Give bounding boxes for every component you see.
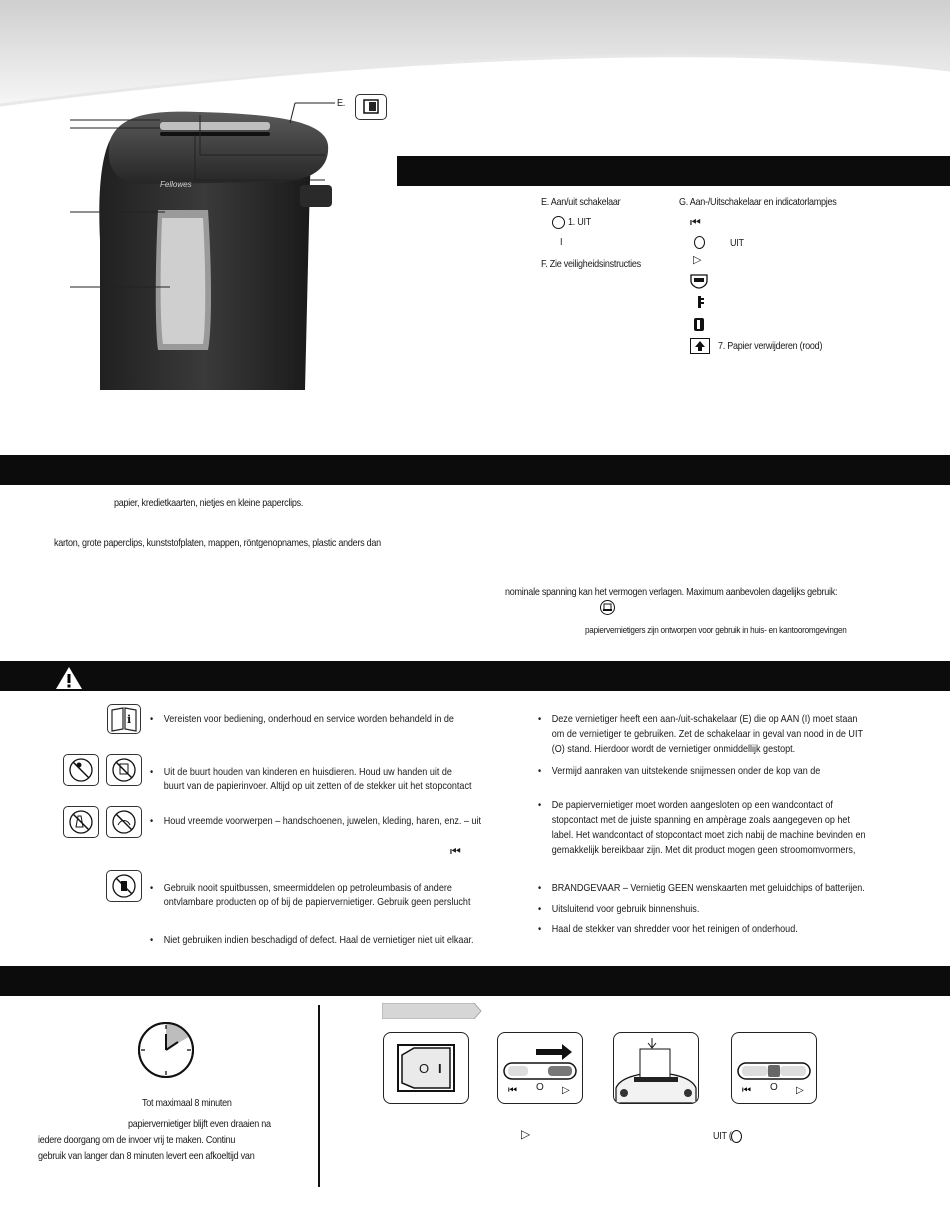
duty-line-1: papiervernietiger blijft even draaien na — [128, 1118, 271, 1130]
duty-title: Tot maximaal 8 minuten — [142, 1097, 232, 1109]
legend-f-title: F. Zie veiligheidsinstructies — [541, 258, 641, 270]
svg-text:▷: ▷ — [796, 1085, 804, 1096]
auto-play-icon: ▷ — [521, 1127, 531, 1141]
safety-right-8: gemakkelijk bereikbaar zijn. Met dit product mogen geen stroomomvormers, — [551, 844, 856, 856]
legend-g-title: G. Aan-/Uitschakelaar en indicatorlampjes — [679, 196, 837, 208]
legend-g-uit: UIT — [730, 237, 744, 249]
no-hands-icon — [106, 754, 142, 786]
safety-title-bar — [0, 661, 950, 691]
legend-e-1: 1. UIT — [568, 216, 592, 228]
safety-left-1: • Vereisten voor bediening, onderhoud en service worden behandeld in de — [150, 713, 454, 725]
svg-text:⏮︎: ⏮︎ — [508, 1085, 517, 1096]
callout-e-label: E. — [337, 97, 346, 109]
safety-right-11: • Haal de stekker van shredder voor het reinigen of onderhoud. — [538, 923, 798, 935]
legend-g-7: 7. Papier verwijderen (rood) — [718, 340, 823, 352]
svg-text:▷: ▷ — [562, 1085, 570, 1096]
paper-clear-icon — [690, 338, 710, 354]
safety-left-3: buurt van de papierinvoer. Altijd op uit zetten of de stekker uit het stopcontact — [163, 780, 472, 792]
safety-left-7: • Niet gebruiken indien beschadigd of defect. Haal de vernietiger niet uit elkaar. — [150, 934, 474, 946]
safety-right-6: stopcontact met de juiste spanning en ampèrage zoals aangegeven op het — [551, 814, 850, 826]
safety-right-10: • Uitsluitend voor gebruik binnenshuis. — [538, 903, 700, 915]
safety-lock-icon — [695, 295, 705, 309]
svg-text:i: i — [127, 713, 132, 726]
step-arrow-tab — [382, 1003, 482, 1024]
step-off-circle-icon — [731, 1130, 742, 1143]
capabilities-title-bar — [0, 455, 950, 485]
safety-right-3: (O) stand. Hierdoor wordt de vernietiger onmiddellijk gestopt. — [551, 743, 796, 755]
clock-icon — [136, 1020, 196, 1085]
safety-right-7: label. Het wandcontact of stopcontact moet zich nabij de machine bevinden en — [551, 829, 866, 841]
slider-o-label: O — [536, 1082, 544, 1093]
capabilities-line-2: karton, grote paperclips, kunststofplaten, mappen, röntgenopnames, plastic anders dan — [54, 537, 381, 549]
switch-on-symbol: I — [438, 1061, 442, 1076]
duty-line-2: iedere doorgang om de invoer vrij te maken. Continu — [38, 1134, 236, 1146]
overheat-icon — [690, 273, 708, 287]
capabilities-line-1: papier, kredietkaarten, nietjes en kleine paperclips. — [114, 497, 304, 509]
legend-e-2: I — [560, 236, 563, 248]
step-slider-auto — [497, 1032, 583, 1104]
safety-right-4: • Vermijd aanraken van uitstekende snijmessen onder de kop van de — [538, 765, 821, 777]
bin-full-icon — [693, 316, 705, 332]
power-switch-icon — [355, 94, 387, 120]
safety-left-6: ontvlambare producten op of bij de papiervernietiger. Gebruik geen perslucht — [163, 896, 471, 908]
play-auto-icon: ▷ — [693, 253, 702, 266]
safety-right-5: • De papiervernietiger moet worden aangesloten op een wandcontact of — [538, 799, 833, 811]
step-slider-off — [731, 1032, 817, 1104]
safety-right-9: • BRANDGEVAAR – Vernietig GEEN wenskaarten met geluidchips of batterijen. — [538, 882, 865, 894]
callout-lines — [0, 95, 400, 295]
no-hair-icon — [106, 806, 142, 838]
svg-text:Fellowes: Fellowes — [160, 180, 192, 189]
step-feed-paper — [613, 1032, 699, 1104]
warning-icon — [55, 666, 83, 695]
safety-right-2: om de vernietiger te gebruiken. Zet de schakelaar in geval van nood in de UIT — [551, 728, 863, 740]
svg-text:⏮︎: ⏮︎ — [742, 1085, 751, 1096]
manual-info-icon — [107, 704, 141, 734]
slider-off-o-label: O — [770, 1082, 778, 1093]
safety-left-4: • Houd vreemde voorwerpen – handschoenen, juwelen, kleding, haren, enz. – uit — [150, 815, 482, 827]
off-circle-icon — [552, 216, 565, 229]
daily-use-icon — [600, 600, 615, 615]
off-o-icon — [694, 236, 705, 249]
duty-line-3: gebruik van langer dan 8 minuten levert een afkoeltijd van — [38, 1150, 255, 1162]
safety-left-2: • Uit de buurt houden van kinderen en huisdieren. Houd uw handen uit de — [150, 766, 452, 778]
no-children-icon — [63, 754, 99, 786]
capabilities-line-4: papiervernietigers zijn ontworpen voor gebruik in huis- en kantooromgevingen — [585, 625, 847, 636]
step-uit-label: UIT ( — [713, 1130, 732, 1142]
reverse-small-icon: ⏮︎ — [450, 844, 461, 858]
legend-e-title: E. Aan/uit schakelaar — [541, 196, 621, 208]
safety-left-5: • Gebruik nooit spuitbussen, smeermiddelen op petroleumbasis of andere — [150, 882, 452, 894]
column-divider — [318, 1005, 320, 1187]
operation-title-bar — [0, 966, 950, 996]
step-power-switch — [383, 1032, 469, 1104]
no-aerosol-icon — [106, 870, 142, 902]
reverse-icon: ⏮︎ — [690, 215, 701, 229]
legend-title-bar — [397, 156, 950, 186]
switch-off-symbol: O — [419, 1061, 430, 1076]
safety-right-1: • Deze vernietiger heeft een aan-/uit-schakelaar (E) die op AAN (I) moet staan — [538, 713, 858, 725]
no-gloves-icon — [63, 806, 99, 838]
capabilities-line-3: nominale spanning kan het vermogen verlagen. Maximum aanbevolen dagelijks gebruik: — [505, 586, 838, 598]
